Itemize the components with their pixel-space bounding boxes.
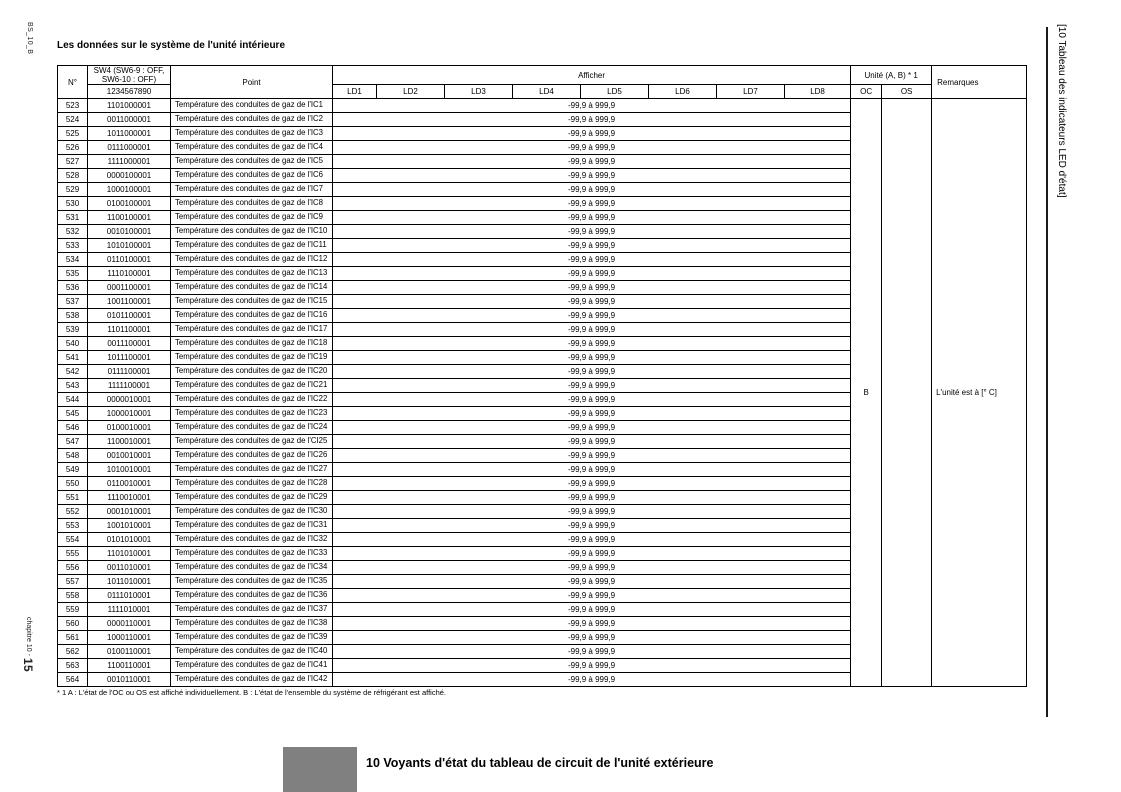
header-no: N°: [58, 66, 88, 99]
row-sw4-code: 0011010001: [88, 561, 171, 575]
row-sw4-code: 0000100001: [88, 169, 171, 183]
row-display-range: -99,9 à 999,9: [333, 631, 851, 645]
header-sw4-line2: SW6-10 : OFF): [101, 75, 157, 85]
row-point: Température des conduites de gaz de l'IC1: [171, 99, 333, 113]
row-display-range: -99,9 à 999,9: [333, 113, 851, 127]
row-point: Température des conduites de gaz de l'IC8: [171, 197, 333, 211]
row-display-range: -99,9 à 999,9: [333, 673, 851, 687]
row-sw4-code: 0010010001: [88, 449, 171, 463]
row-number: 561: [58, 631, 88, 645]
row-display-range: -99,9 à 999,9: [333, 575, 851, 589]
row-sw4-code: 1111010001: [88, 603, 171, 617]
row-point: Température des conduites de gaz de l'IC28: [171, 477, 333, 491]
row-display-range: -99,9 à 999,9: [333, 435, 851, 449]
document-code-label: BS_10_B: [26, 22, 33, 55]
row-number: 531: [58, 211, 88, 225]
row-number: 525: [58, 127, 88, 141]
row-sw4-code: 0010100001: [88, 225, 171, 239]
row-number: 545: [58, 407, 88, 421]
row-sw4-code: 0111000001: [88, 141, 171, 155]
row-point: Température des conduites de gaz de l'IC12: [171, 253, 333, 267]
row-number: 559: [58, 603, 88, 617]
row-sw4-code: 1101010001: [88, 547, 171, 561]
row-sw4-code: 1011000001: [88, 127, 171, 141]
row-display-range: -99,9 à 999,9: [333, 253, 851, 267]
row-display-range: -99,9 à 999,9: [333, 141, 851, 155]
header-ld6: LD6: [649, 85, 717, 99]
row-sw4-code: 1000110001: [88, 631, 171, 645]
row-number: 526: [58, 141, 88, 155]
row-display-range: -99,9 à 999,9: [333, 519, 851, 533]
right-divider-line: [1046, 27, 1048, 717]
row-number: 555: [58, 547, 88, 561]
row-sw4-code: 1001010001: [88, 519, 171, 533]
row-point: Température des conduites de gaz de l'IC32: [171, 533, 333, 547]
row-point: Température des conduites de gaz de l'IC30: [171, 505, 333, 519]
chapter-label: chapitre 10 -: [25, 617, 32, 658]
row-sw4-code: 0110010001: [88, 477, 171, 491]
row-sw4-code: 1010100001: [88, 239, 171, 253]
row-point: Température des conduites de gaz de l'IC19: [171, 351, 333, 365]
header-point: Point: [171, 66, 333, 99]
row-display-range: -99,9 à 999,9: [333, 155, 851, 169]
row-sw4-code: 1111000001: [88, 155, 171, 169]
row-number: 532: [58, 225, 88, 239]
row-number: 551: [58, 491, 88, 505]
table-body: [58, 99, 1027, 687]
row-display-range: -99,9 à 999,9: [333, 365, 851, 379]
row-sw4-code: 0110100001: [88, 253, 171, 267]
row-sw4-code: 0011100001: [88, 337, 171, 351]
row-number: 553: [58, 519, 88, 533]
header-ld3: LD3: [445, 85, 513, 99]
row-point: Température des conduites de gaz de l'IC17: [171, 323, 333, 337]
row-sw4-code: 1010010001: [88, 463, 171, 477]
row-sw4-code: 1101000001: [88, 99, 171, 113]
indoor-unit-data-table: [57, 65, 1027, 687]
row-number: 556: [58, 561, 88, 575]
row-display-range: -99,9 à 999,9: [333, 337, 851, 351]
row-number: 523: [58, 99, 88, 113]
header-ld8: LD8: [785, 85, 851, 99]
row-number: 524: [58, 113, 88, 127]
row-display-range: -99,9 à 999,9: [333, 547, 851, 561]
row-point: Température des conduites de gaz de l'IC34: [171, 561, 333, 575]
unit-oc-value: B: [851, 99, 882, 687]
row-display-range: -99,9 à 999,9: [333, 225, 851, 239]
row-sw4-code: 1100110001: [88, 659, 171, 673]
page-number: 15: [21, 657, 35, 673]
header-os: OS: [882, 85, 932, 99]
row-display-range: -99,9 à 999,9: [333, 183, 851, 197]
row-number: 548: [58, 449, 88, 463]
row-number: 530: [58, 197, 88, 211]
row-display-range: -99,9 à 999,9: [333, 449, 851, 463]
row-point: Température des conduites de gaz de l'IC37: [171, 603, 333, 617]
row-sw4-code: 1000100001: [88, 183, 171, 197]
row-display-range: -99,9 à 999,9: [333, 505, 851, 519]
row-display-range: -99,9 à 999,9: [333, 645, 851, 659]
row-point: Température des conduites de gaz de l'IC5: [171, 155, 333, 169]
row-display-range: -99,9 à 999,9: [333, 533, 851, 547]
row-number: 557: [58, 575, 88, 589]
row-display-range: -99,9 à 999,9: [333, 659, 851, 673]
unit-os-value: [882, 99, 932, 687]
table-header: [58, 66, 1027, 99]
row-number: 564: [58, 673, 88, 687]
row-point: Température des conduites de gaz de l'IC33: [171, 547, 333, 561]
row-point: Température des conduites de gaz de l'IC14: [171, 281, 333, 295]
row-point: Température des conduites de gaz de l'IC22: [171, 393, 333, 407]
row-display-range: -99,9 à 999,9: [333, 239, 851, 253]
row-point: Température des conduites de gaz de l'IC26: [171, 449, 333, 463]
row-number: 546: [58, 421, 88, 435]
row-point: Température des conduites de gaz de l'IC31: [171, 519, 333, 533]
row-number: 529: [58, 183, 88, 197]
row-number: 534: [58, 253, 88, 267]
row-number: 563: [58, 659, 88, 673]
row-point: Température des conduites de gaz de l'IC18: [171, 337, 333, 351]
row-display-range: -99,9 à 999,9: [333, 617, 851, 631]
row-number: 536: [58, 281, 88, 295]
row-number: 538: [58, 309, 88, 323]
row-point: Température des conduites de gaz de l'IC6: [171, 169, 333, 183]
row-display-range: -99,9 à 999,9: [333, 211, 851, 225]
header-ld5: LD5: [581, 85, 649, 99]
header-ld7: LD7: [717, 85, 785, 99]
table-row: [58, 99, 1027, 113]
footnote: * 1 A : L'état de l'OC ou OS est affiché individuellement. B : L'état de l'ensemble du système de réfrigérant est affiché.: [57, 688, 447, 697]
header-sw4: [88, 66, 171, 85]
row-point: Température des conduites de gaz de l'CI25: [171, 435, 333, 449]
row-sw4-code: 0000110001: [88, 617, 171, 631]
remark-value: L'unité est à [° C]: [932, 99, 1027, 687]
row-display-range: -99,9 à 999,9: [333, 407, 851, 421]
row-display-range: -99,9 à 999,9: [333, 295, 851, 309]
header-unit: Unité (A, B) * 1: [851, 66, 932, 85]
row-number: 562: [58, 645, 88, 659]
header-ld2: LD2: [377, 85, 445, 99]
row-display-range: -99,9 à 999,9: [333, 309, 851, 323]
row-sw4-code: 0111100001: [88, 365, 171, 379]
row-display-range: -99,9 à 999,9: [333, 463, 851, 477]
row-point: Température des conduites de gaz de l'IC9: [171, 211, 333, 225]
row-sw4-code: 0100010001: [88, 421, 171, 435]
row-number: 528: [58, 169, 88, 183]
row-sw4-code: 1111100001: [88, 379, 171, 393]
row-point: Température des conduites de gaz de l'IC39: [171, 631, 333, 645]
row-point: Température des conduites de gaz de l'IC10: [171, 225, 333, 239]
row-number: 550: [58, 477, 88, 491]
row-sw4-code: 1100100001: [88, 211, 171, 225]
row-display-range: -99,9 à 999,9: [333, 421, 851, 435]
row-number: 535: [58, 267, 88, 281]
row-point: Température des conduites de gaz de l'IC7: [171, 183, 333, 197]
row-number: 543: [58, 379, 88, 393]
row-number: 549: [58, 463, 88, 477]
row-point: Température des conduites de gaz de l'IC27: [171, 463, 333, 477]
side-section-label: [10 Tableau des indicateurs LED d'état]: [1056, 24, 1067, 198]
row-display-range: -99,9 à 999,9: [333, 197, 851, 211]
header-remarques: Remarques: [932, 66, 1027, 99]
header-afficher: Afficher: [333, 66, 851, 85]
row-point: Température des conduites de gaz de l'IC23: [171, 407, 333, 421]
row-sw4-code: 0101010001: [88, 533, 171, 547]
row-point: Température des conduites de gaz de l'IC35: [171, 575, 333, 589]
row-sw4-code: 1011100001: [88, 351, 171, 365]
row-sw4-code: 1100010001: [88, 435, 171, 449]
row-number: 554: [58, 533, 88, 547]
row-display-range: -99,9 à 999,9: [333, 603, 851, 617]
row-display-range: -99,9 à 999,9: [333, 561, 851, 575]
row-point: Température des conduites de gaz de l'IC16: [171, 309, 333, 323]
row-point: Température des conduites de gaz de l'IC15: [171, 295, 333, 309]
row-display-range: -99,9 à 999,9: [333, 379, 851, 393]
row-sw4-code: 0001100001: [88, 281, 171, 295]
row-point: Température des conduites de gaz de l'IC20: [171, 365, 333, 379]
row-point: Température des conduites de gaz de l'IC29: [171, 491, 333, 505]
row-number: 558: [58, 589, 88, 603]
row-sw4-code: 0000010001: [88, 393, 171, 407]
row-point: Température des conduites de gaz de l'IC41: [171, 659, 333, 673]
row-sw4-code: 1110100001: [88, 267, 171, 281]
row-number: 547: [58, 435, 88, 449]
row-display-range: -99,9 à 999,9: [333, 477, 851, 491]
row-number: 560: [58, 617, 88, 631]
row-sw4-code: 1011010001: [88, 575, 171, 589]
row-display-range: -99,9 à 999,9: [333, 281, 851, 295]
row-number: 540: [58, 337, 88, 351]
row-number: 552: [58, 505, 88, 519]
row-point: Température des conduites de gaz de l'IC38: [171, 617, 333, 631]
chapter-page-label: [21, 617, 35, 672]
row-number: 537: [58, 295, 88, 309]
row-point: Température des conduites de gaz de l'IC24: [171, 421, 333, 435]
row-number: 533: [58, 239, 88, 253]
header-sw4-line1: SW4 (SW6-9 : OFF,: [93, 66, 165, 75]
header-ld1: LD1: [333, 85, 377, 99]
row-display-range: -99,9 à 999,9: [333, 127, 851, 141]
row-point: Température des conduites de gaz de l'IC11: [171, 239, 333, 253]
row-point: Température des conduites de gaz de l'IC2: [171, 113, 333, 127]
row-sw4-code: 0100110001: [88, 645, 171, 659]
row-display-range: -99,9 à 999,9: [333, 351, 851, 365]
row-sw4-code: 1101100001: [88, 323, 171, 337]
row-point: Température des conduites de gaz de l'IC42: [171, 673, 333, 687]
row-display-range: -99,9 à 999,9: [333, 169, 851, 183]
row-number: 541: [58, 351, 88, 365]
row-sw4-code: 0001010001: [88, 505, 171, 519]
row-point: Température des conduites de gaz de l'IC13: [171, 267, 333, 281]
row-sw4-code: 0111010001: [88, 589, 171, 603]
row-point: Température des conduites de gaz de l'IC21: [171, 379, 333, 393]
row-display-range: -99,9 à 999,9: [333, 267, 851, 281]
row-sw4-code: 0010110001: [88, 673, 171, 687]
row-display-range: -99,9 à 999,9: [333, 393, 851, 407]
header-ld4: LD4: [513, 85, 581, 99]
section-title: Les données sur le système de l'unité intérieure: [57, 40, 286, 51]
row-display-range: -99,9 à 999,9: [333, 589, 851, 603]
gray-block: [283, 747, 357, 792]
row-display-range: -99,9 à 999,9: [333, 323, 851, 337]
row-sw4-code: 1001100001: [88, 295, 171, 309]
row-point: Température des conduites de gaz de l'IC36: [171, 589, 333, 603]
row-number: 542: [58, 365, 88, 379]
row-sw4-code: 0011000001: [88, 113, 171, 127]
row-sw4-code: 1110010001: [88, 491, 171, 505]
row-display-range: -99,9 à 999,9: [333, 491, 851, 505]
header-sw4-digits: 1234567890: [88, 85, 171, 99]
row-sw4-code: 1000010001: [88, 407, 171, 421]
row-number: 539: [58, 323, 88, 337]
row-display-range: -99,9 à 999,9: [333, 99, 851, 113]
row-point: Température des conduites de gaz de l'IC40: [171, 645, 333, 659]
row-number: 527: [58, 155, 88, 169]
row-point: Température des conduites de gaz de l'IC3: [171, 127, 333, 141]
header-oc: OC: [851, 85, 882, 99]
row-number: 544: [58, 393, 88, 407]
next-section-heading: 10 Voyants d'état du tableau de circuit de l'unité extérieure: [366, 756, 714, 770]
row-sw4-code: 0101100001: [88, 309, 171, 323]
row-sw4-code: 0100100001: [88, 197, 171, 211]
row-point: Température des conduites de gaz de l'IC4: [171, 141, 333, 155]
